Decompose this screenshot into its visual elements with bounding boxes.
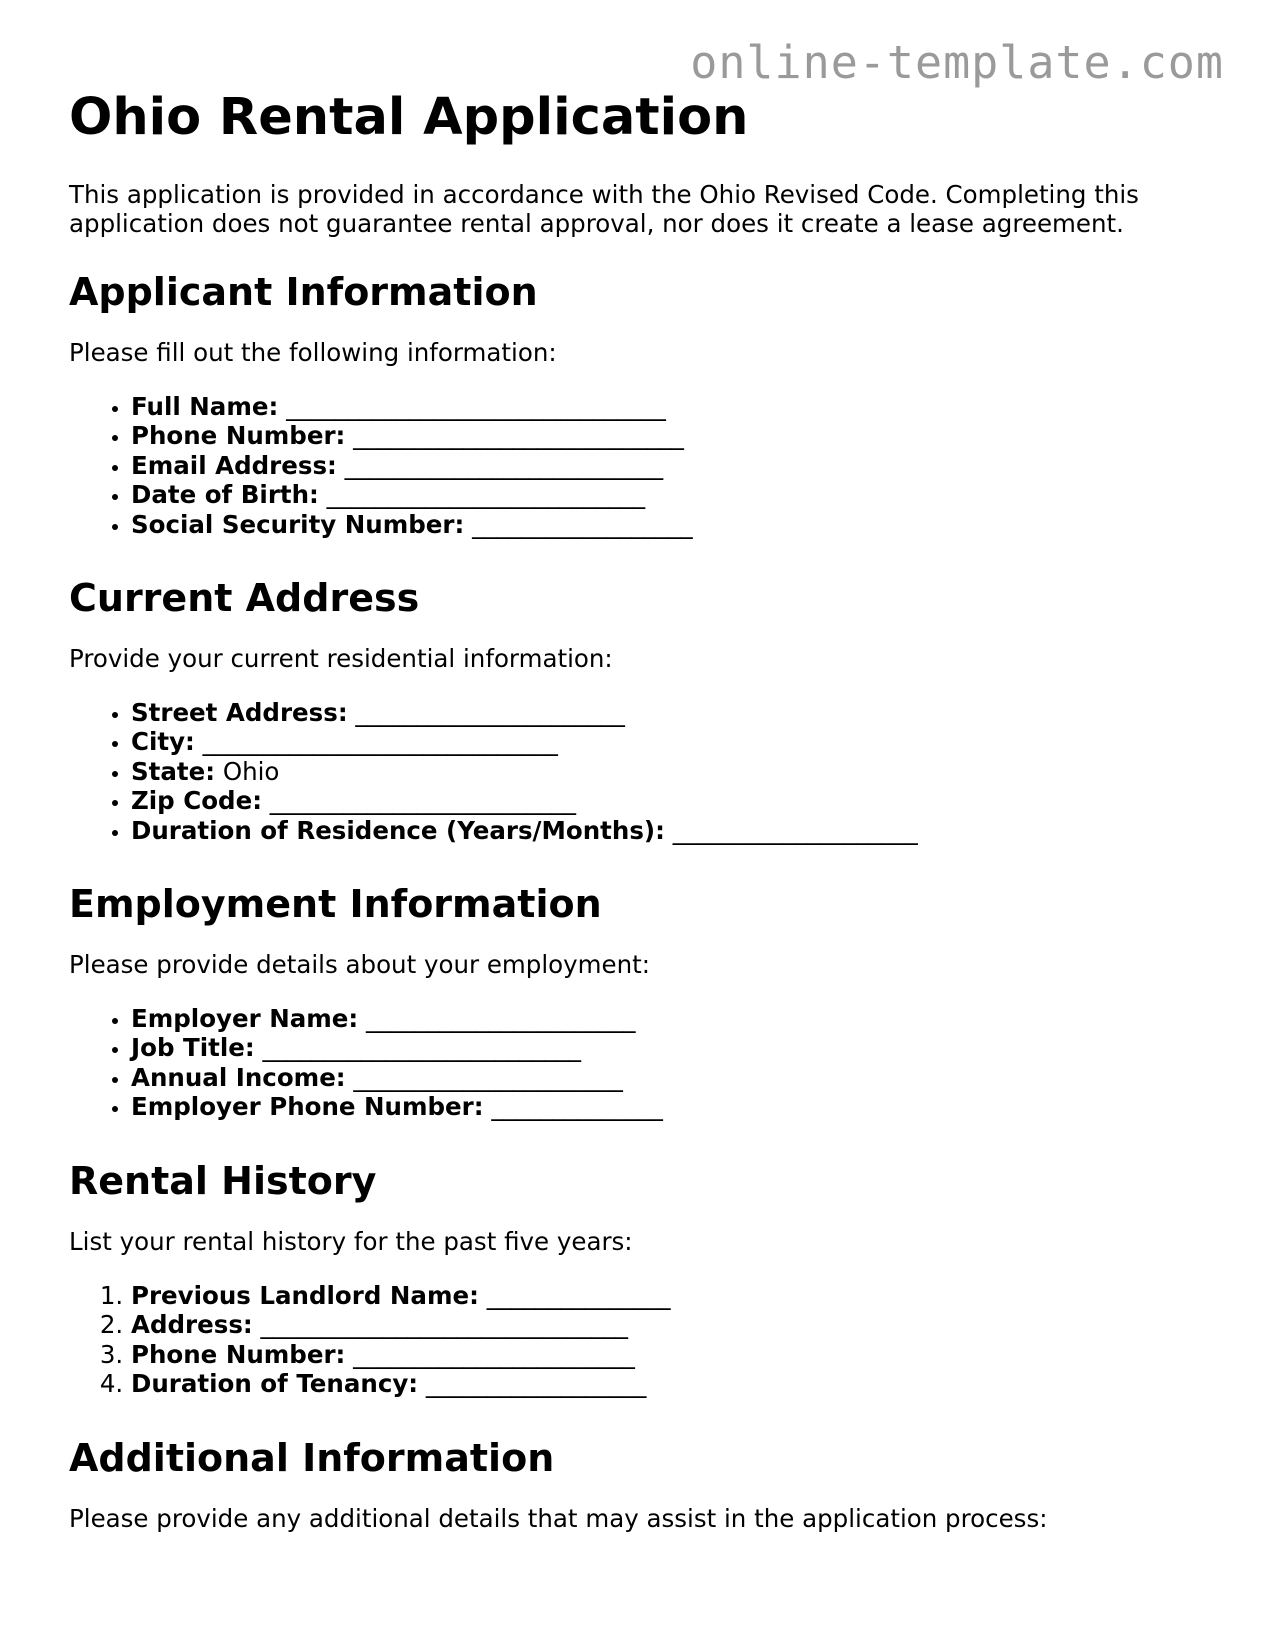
- employment-field-list: [69, 1004, 1219, 1122]
- job-title-field[interactable]: [131, 1033, 1219, 1062]
- field-value: Ohio: [222, 756, 280, 786]
- section-heading: Additional Information: [69, 1436, 555, 1480]
- field-blank[interactable]: ______________: [491, 1092, 663, 1122]
- field-label: Email Address:: [131, 450, 337, 480]
- street-address-field[interactable]: [131, 698, 1219, 727]
- address-field-list: [69, 698, 1219, 845]
- zip-code-field[interactable]: [131, 786, 1219, 815]
- field-label: Full Name:: [131, 392, 279, 421]
- field-label: Duration of Residence (Years/Months):: [131, 815, 665, 845]
- field-label: Phone Number:: [131, 421, 346, 451]
- rental-history-section: [69, 1157, 1219, 1399]
- current-address-section: [69, 574, 1219, 845]
- field-blank[interactable]: ______________________: [353, 1062, 623, 1092]
- phone-number-field[interactable]: [131, 421, 1219, 450]
- city-field[interactable]: [131, 727, 1219, 756]
- field-label: Social Security Number:: [131, 509, 465, 539]
- field-label: City:: [131, 727, 195, 757]
- annual-income-field[interactable]: [131, 1063, 1219, 1092]
- field-label: Street Address:: [131, 698, 348, 727]
- section-lead: Provide your current residential information:: [69, 644, 613, 673]
- field-blank[interactable]: _________________________: [269, 786, 577, 816]
- field-blank[interactable]: __________________: [425, 1369, 647, 1399]
- section-heading: Employment Information: [69, 882, 602, 926]
- additional-information-section: [69, 1434, 1219, 1534]
- field-blank[interactable]: __________________________: [344, 450, 664, 480]
- field-blank[interactable]: _______________: [486, 1281, 671, 1310]
- field-blank[interactable]: ____________________: [672, 815, 918, 845]
- section-heading: Applicant Information: [69, 270, 538, 314]
- field-blank[interactable]: ______________________: [366, 1004, 636, 1033]
- watermark-text: online-template.com: [690, 36, 1224, 89]
- rental-field-list: [69, 1281, 1219, 1399]
- field-blank[interactable]: __________________________: [262, 1033, 581, 1063]
- field-label: Address:: [131, 1310, 253, 1340]
- employer-name-field[interactable]: [131, 1004, 1219, 1033]
- section-lead: Please fill out the following information:: [69, 338, 557, 367]
- field-blank[interactable]: __________________________: [326, 480, 646, 510]
- field-label: Date of Birth:: [131, 480, 319, 510]
- state-field: [131, 757, 1219, 786]
- duration-of-residence-field[interactable]: [131, 816, 1219, 845]
- field-label: Job Title:: [131, 1033, 255, 1063]
- section-heading: Current Address: [69, 576, 420, 620]
- field-label: Annual Income:: [131, 1062, 346, 1092]
- section-lead: List your rental history for the past five years:: [69, 1227, 633, 1256]
- intro-paragraph: This application is provided in accordance with the Ohio Revised Code. Completing this application does not guarantee rental approval, nor does it create a lease agreement.: [69, 180, 1139, 238]
- employment-information-section: [69, 880, 1219, 1122]
- field-blank[interactable]: _____________________________: [202, 727, 558, 757]
- field-blank[interactable]: ___________________________: [353, 421, 684, 451]
- employer-phone-field[interactable]: [131, 1092, 1219, 1121]
- field-label: Employer Name:: [131, 1004, 359, 1033]
- page-title: Ohio Rental Application: [69, 88, 749, 147]
- section-heading: Rental History: [69, 1159, 377, 1203]
- date-of-birth-field[interactable]: [131, 480, 1219, 509]
- field-label: Previous Landlord Name:: [131, 1281, 479, 1310]
- field-blank[interactable]: _______________________________: [286, 392, 666, 421]
- rental-address-field[interactable]: [131, 1310, 1219, 1339]
- field-blank[interactable]: __________________: [472, 509, 693, 539]
- field-label: Zip Code:: [131, 786, 262, 816]
- email-address-field[interactable]: [131, 451, 1219, 480]
- applicant-information-section: [69, 268, 1219, 539]
- section-lead: Please provide any additional details that may assist in the application process:: [69, 1504, 1048, 1533]
- field-label: Employer Phone Number:: [131, 1092, 484, 1122]
- ssn-field[interactable]: [131, 510, 1219, 539]
- field-label: State:: [131, 756, 216, 786]
- rental-phone-field[interactable]: [131, 1340, 1219, 1369]
- duration-of-tenancy-field[interactable]: [131, 1369, 1219, 1398]
- field-blank[interactable]: _______________________: [353, 1339, 635, 1369]
- field-blank[interactable]: ______________________________: [260, 1310, 628, 1340]
- applicant-field-list: [69, 392, 1219, 539]
- field-blank[interactable]: ______________________: [355, 698, 625, 727]
- field-label: Phone Number:: [131, 1339, 346, 1369]
- field-label: Duration of Tenancy:: [131, 1369, 419, 1399]
- section-lead: Please provide details about your employment:: [69, 950, 650, 979]
- previous-landlord-field[interactable]: [131, 1281, 1219, 1310]
- full-name-field[interactable]: [131, 392, 1219, 421]
